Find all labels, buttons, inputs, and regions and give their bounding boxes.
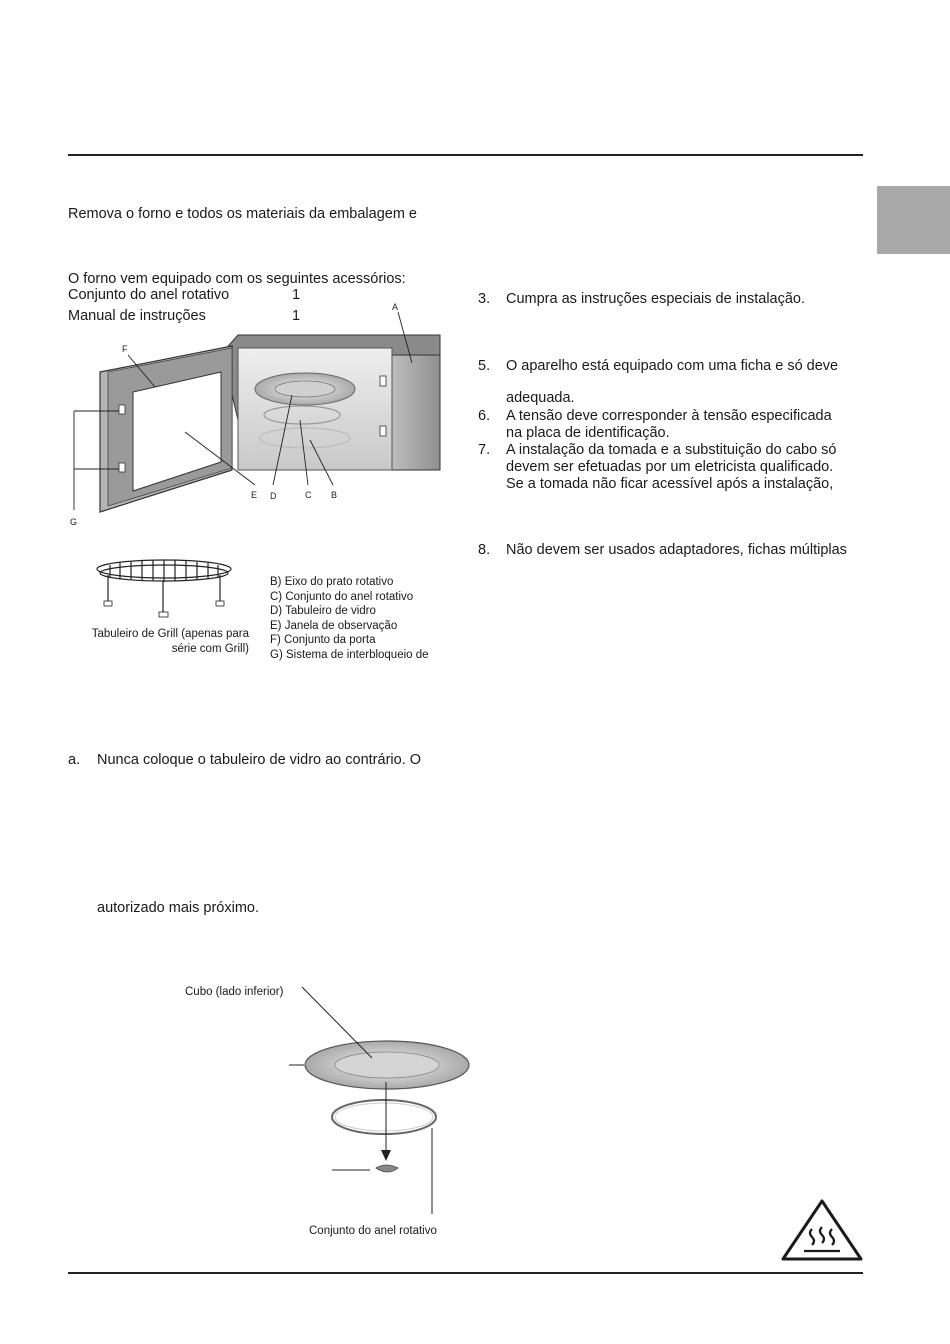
label-f: F <box>122 344 128 354</box>
instruction-line: adequada. <box>506 390 575 406</box>
instruction-line: A tensão deve corresponder à tensão especificada <box>506 408 832 424</box>
label-e: E <box>251 490 258 500</box>
note-a-marker: a. <box>68 752 81 768</box>
parts-legend <box>270 575 429 662</box>
accessory-name: Conjunto do anel rotativo <box>68 287 230 303</box>
label-d: D <box>270 491 277 501</box>
instruction-line: na placa de identificação. <box>506 425 670 441</box>
hub-label: Cubo (lado inferior) <box>185 986 284 998</box>
accessory-qty: 1 <box>292 287 301 303</box>
instruction-line: Cumpra as instruções especiais de instalação. <box>506 291 806 307</box>
note-a-continuation: autorizado mais próximo. <box>97 900 259 916</box>
control-panel <box>392 355 440 470</box>
legend-item: D) Tabuleiro de vidro <box>270 605 376 617</box>
instruction-line: Se a tomada não ficar acessível após a instalação, <box>506 476 834 492</box>
accessory-qty: 1 <box>292 308 301 324</box>
legend-item: B) Eixo do prato rotativo <box>270 576 394 588</box>
grill-caption <box>69 627 249 657</box>
accessories-text: O forno vem equipado com os seguintes acessórios: <box>68 271 406 287</box>
grill-caption-line: série com Grill) <box>171 643 249 655</box>
note-a-text: Nunca coloque o tabuleiro de vidro ao contrário. O <box>97 752 422 768</box>
label-g: G <box>70 517 78 527</box>
instruction-number: 3. <box>478 291 491 307</box>
label-c: C <box>305 490 312 500</box>
intro-text: Remova o forno e todos os materiais da embalagem e <box>68 206 417 222</box>
accessory-name: Manual de instruções <box>68 308 206 324</box>
instruction-number: 6. <box>478 408 491 424</box>
instruction-line: Não devem ser usados adaptadores, fichas múltiplas <box>506 542 847 558</box>
legend-item: E) Janela de observação <box>270 619 398 632</box>
legend-item: C) Conjunto do anel rotativo <box>270 590 414 603</box>
instruction-line: O aparelho está equipado com uma ficha e só deve <box>506 358 839 374</box>
ring-label: Conjunto do anel rotativo <box>309 1225 437 1237</box>
instruction-number: 8. <box>478 542 491 558</box>
instruction-number: 7. <box>478 442 491 458</box>
hot-surface-warning-icon <box>783 1201 861 1259</box>
instruction-line: A instalação da tomada e a substituição do cabo só <box>506 442 837 458</box>
oven-cavity <box>238 348 392 470</box>
grill-caption-line: Tabuleiro de Grill (apenas para <box>91 628 249 640</box>
instruction-line: devem ser efetuadas por um eletricista qualificado. <box>506 459 834 475</box>
grill-rack <box>97 560 231 614</box>
label-a: A <box>392 302 399 312</box>
instruction-number: 5. <box>478 358 491 374</box>
label-b: B <box>331 490 338 500</box>
legend-item: F) Conjunto da porta <box>270 634 376 646</box>
legend-item: G) Sistema de interbloqueio de <box>270 648 429 661</box>
